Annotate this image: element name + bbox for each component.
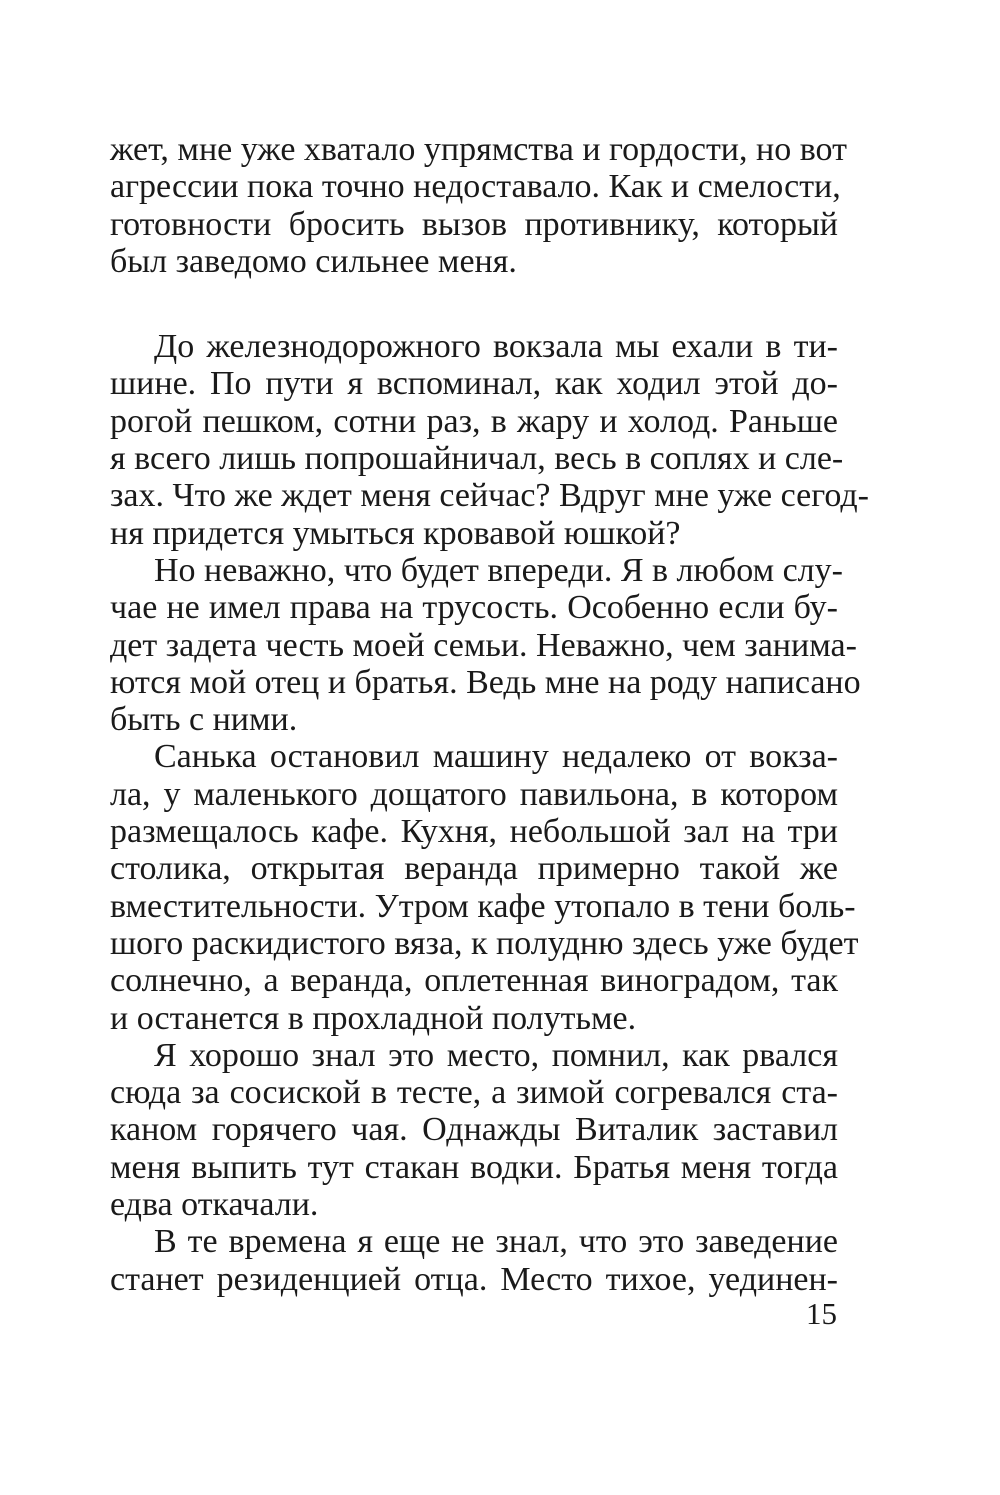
text-line: Я хорошо знал это место, помнил, как рвался: [154, 1036, 838, 1074]
page-number: 15: [806, 1296, 837, 1331]
text-line: быть с ними.: [110, 701, 298, 739]
text-line: Но неважно, что будет впереди. Я в любом слу-: [154, 551, 843, 589]
text-line: дет задета честь моей семьи. Неважно, чем занима-: [110, 626, 857, 664]
text-line: зах. Что же ждет меня сейчас? Вдруг мне уже сегод-: [110, 477, 869, 515]
text-line: готовности бросить вызов противнику, который: [110, 205, 838, 243]
text-line: агрессии пока точно недоставало. Как и смелости,: [110, 168, 841, 206]
text-line: рогой пешком, сотни раз, в жару и холод. Раньше: [110, 402, 838, 440]
paragraph: [110, 131, 847, 280]
text-line: столика, открытая веранда примерно такой же: [110, 850, 838, 888]
text-line: ются мой отец и братья. Ведь мне на роду написано: [110, 663, 861, 701]
text-line: солнечно, а веранда, оплетенная виноградом, так: [110, 962, 838, 1000]
text-line: сюда за сосиской в тесте, а зимой согревался ста-: [110, 1074, 838, 1112]
text-line: Санька остановил машину недалеко от вокза-: [154, 738, 838, 776]
paragraph: [110, 1037, 838, 1223]
text-line: шине. По пути я вспоминал, как ходил этой до-: [110, 365, 838, 403]
paragraph: [110, 551, 861, 739]
text-line: жет, мне уже хватало упрямства и гордости, но вот: [110, 131, 847, 168]
text-line: меня выпить тут стакан водки. Братья меня тогда: [110, 1148, 838, 1186]
text-line: был заведомо сильнее меня.: [110, 242, 517, 280]
paragraph: [110, 738, 859, 1037]
paragraph: [110, 1223, 838, 1298]
section-break: [110, 280, 838, 328]
text-line: едва откачали.: [110, 1186, 319, 1224]
text-line: В те времена я еще не знал, что это заведение: [154, 1223, 838, 1261]
text-line: шого раскидистого вяза, к полудню здесь уже будет: [110, 924, 859, 962]
text-line: ла, у маленького дощатого павильона, в котором: [110, 775, 838, 813]
text-line: я всего лишь попрошайничал, весь в соплях и сле-: [110, 440, 844, 478]
text-line: и останется в прохладной полутьме.: [110, 999, 637, 1037]
text-line: До железнодорожного вокзала мы ехали в ти-: [154, 328, 838, 366]
paragraph: [110, 328, 869, 552]
text-line: ня придется умыться кровавой юшкой?: [110, 514, 681, 552]
text-line: каном горячего чая. Однажды Виталик заставил: [110, 1111, 838, 1149]
text-line: чае не имел права на трусость. Особенно если бу-: [110, 589, 838, 627]
body-text: [110, 131, 869, 1298]
text-line: размещалось кафе. Кухня, небольшой зал на три: [110, 813, 838, 851]
text-line: станет резиденцией отца. Место тихое, уединен-: [110, 1260, 838, 1298]
text-line: вместительности. Утром кафе утопало в тени боль-: [110, 887, 856, 925]
